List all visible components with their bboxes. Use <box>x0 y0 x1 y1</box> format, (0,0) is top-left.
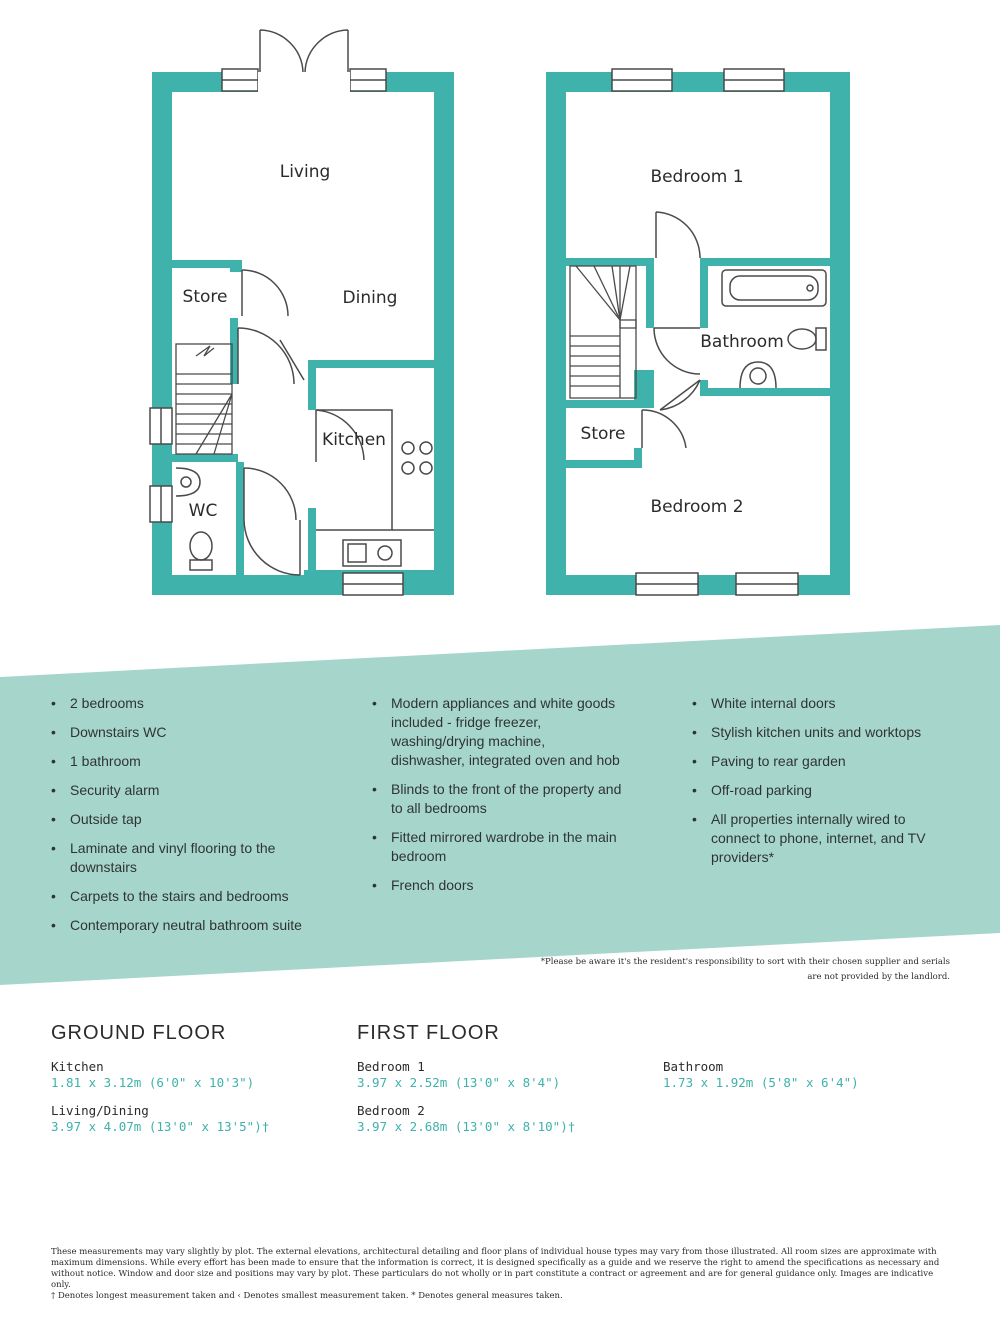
first-floor-plan <box>546 69 850 595</box>
feature-item: • Blinds to the front of the property and to all bedrooms <box>372 781 622 816</box>
measurement-name: Living/Dining <box>51 1103 149 1118</box>
feature-item: • Outside tap <box>51 811 142 827</box>
measurement-size: 3.97 x 2.68m (13'0" x 8'10")† <box>357 1119 576 1134</box>
feature-item: • Laminate and vinyl flooring to the downstairs <box>51 840 276 875</box>
measurement-size: 1.73 x 1.92m (5'8" x 6'4") <box>663 1075 859 1090</box>
room-label-kitchen: Kitchen <box>322 430 386 450</box>
feature-item: • Modern appliances and white goods included - fridge freezer, washing/drying machine, dishwasher, integrated oven and hob <box>372 695 620 768</box>
measurement-name: Bathroom <box>663 1059 724 1074</box>
disclaimer-text: These measurements may vary slightly by plot. The external elevations, architectural detailing and floor plans of individual house types may vary from those illustrated. All room sizes are approximate with maximum dimensions. While every effort has been made to ensure that the information is correct, it is designed specifically as a guide and we reserve the right to amend the specifications as necessary and without notice. Window and door size and positions may vary by plot. These particulars do not wholly or in part constitute a contract or agreement and are for general guidance only. Images are indicative only. <box>51 1247 940 1290</box>
measurement-name: Bedroom 1 <box>357 1059 425 1074</box>
feature-item: • Off-road parking <box>692 782 812 798</box>
measurement-name: Bedroom 2 <box>357 1103 425 1118</box>
ground-floor-stairs <box>176 344 232 454</box>
measurement-bedroom-2 <box>357 1103 575 1135</box>
floor-plans <box>0 0 1000 625</box>
measurement-kitchen <box>51 1059 254 1091</box>
feature-item: • All properties internally wired to connect to phone, internet, and TV providers* <box>692 811 926 865</box>
ground-floor-heading: GROUND FLOOR <box>51 1022 227 1044</box>
feature-item: • French doors <box>372 877 474 893</box>
feature-item: • Downstairs WC <box>51 724 167 740</box>
disclaimer-key: † Denotes longest measurement taken and ‹ Denotes smallest measurement taken. * Denotes general measures taken. <box>51 1291 563 1301</box>
room-label-wc: WC <box>188 501 218 521</box>
feature-item: • White internal doors <box>692 695 836 711</box>
measurement-name: Kitchen <box>51 1059 104 1074</box>
features-column-1 <box>51 694 321 945</box>
room-label-bedroom-2: Bedroom 2 <box>650 497 744 517</box>
first-floor-heading: FIRST FLOOR <box>357 1022 500 1044</box>
feature-item: • Fitted mirrored wardrobe in the main bedroom <box>372 829 617 864</box>
room-label-living: Living <box>279 162 331 182</box>
features-column-2 <box>372 694 622 905</box>
measurement-size: 1.81 x 3.12m (6'0" x 10'3") <box>51 1075 255 1090</box>
room-label-dining: Dining <box>342 288 398 308</box>
first-floor-door-swings <box>642 212 700 448</box>
bathroom-fittings <box>722 270 826 388</box>
french-doors <box>258 30 350 92</box>
feature-item: • Contemporary neutral bathroom suite <box>51 917 302 933</box>
measurement-living-dining <box>51 1103 269 1135</box>
room-label-bedroom-1: Bedroom 1 <box>650 167 744 187</box>
feature-item: • Carpets to the stairs and bedrooms <box>51 888 289 904</box>
features-column-3 <box>692 694 952 877</box>
measurement-bathroom <box>663 1059 859 1091</box>
ground-floor-plan <box>150 30 454 595</box>
footnote: *Please be aware it's the resident's responsibility to sort with their chosen supplier and serials are not provided by the landlord. <box>540 957 950 982</box>
room-label-store: Store <box>182 287 228 307</box>
measurement-size: 3.97 x 2.52m (13'0" x 8'4") <box>357 1075 561 1090</box>
room-label-bathroom: Bathroom <box>700 332 784 352</box>
feature-item: • Security alarm <box>51 782 160 798</box>
measurement-bedroom-1 <box>357 1059 560 1091</box>
measurement-size: 3.97 x 4.07m (13'0" x 13'5")† <box>51 1119 270 1134</box>
disclaimer <box>51 1247 951 1302</box>
feature-item: • 2 bedrooms <box>51 695 144 711</box>
first-floor-stairs <box>570 266 636 398</box>
feature-item: • Stylish kitchen units and worktops <box>692 724 922 740</box>
feature-item: • 1 bathroom <box>51 753 141 769</box>
room-label-store-first: Store <box>580 424 626 444</box>
feature-item: • Paving to rear garden <box>692 753 846 769</box>
